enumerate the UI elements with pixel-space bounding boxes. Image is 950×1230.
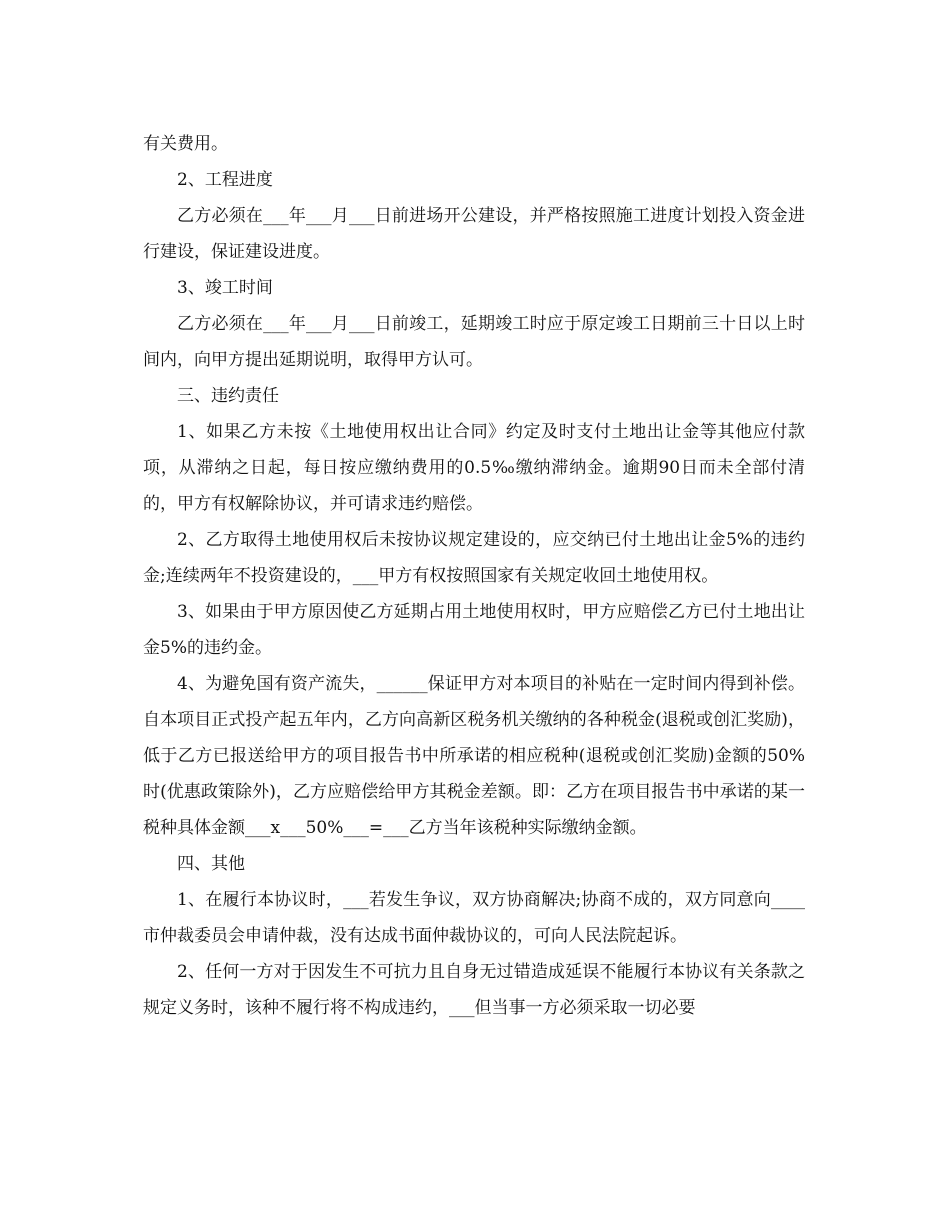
section-heading-progress: 2、工程进度 bbox=[177, 170, 273, 190]
paragraph-other-1: 1、在履行本协议时，___若发生争议，双方协商解决;协商不成的，双方同意向____市仲裁委员会申请仲裁，没有达成书面仲裁协议的，可向人民法院起诉。 bbox=[143, 890, 805, 946]
paragraph-progress: 乙方必须在___年___月___日前进场开公建设，并严格按照施工进度计划投入资金进行建设，保证建设进度。 bbox=[143, 206, 805, 262]
section-heading-completion: 3、竣工时间 bbox=[177, 278, 273, 298]
paragraph-other-2: 2、任何一方对于因发生不可抗力且自身无过错造成延误不能履行本协议有关条款之规定义务时，该种不履行将不构成违约，___但当事一方必须采取一切必要 bbox=[143, 962, 805, 1018]
paragraph-liability-4: 4、为避免国有资产流失，______保证甲方对本项目的补贴在一定时间内得到补偿。自本项目正式投产起五年内，乙方向高新区税务机关缴纳的各种税金(退税或创汇奖励)，低于乙方已报送给甲方的项目报告书中所承诺的相应税种(退税或创汇奖励)金额的50%时(优惠政策除外)，乙方应赔偿给甲方其税金差额。即：乙方在项目报告书中承诺的某一税种具体金额___x___50%___=___乙方当年该税种实际缴纳金额。 bbox=[143, 674, 805, 838]
document-body bbox=[143, 126, 805, 1026]
section-heading-liability: 三、违约责任 bbox=[177, 386, 279, 406]
paragraph-fees-continued: 有关费用。 bbox=[143, 134, 228, 154]
paragraph-liability-2: 2、乙方取得土地使用权后未按协议规定建设的，应交纳已付土地出让金5%的违约金;连续两年不投资建设的，___甲方有权按照国家有关规定收回土地使用权。 bbox=[143, 530, 805, 586]
paragraph-liability-3: 3、如果由于甲方原因使乙方延期占用土地使用权时，甲方应赔偿乙方已付土地出让金5%的违约金。 bbox=[143, 602, 805, 658]
paragraph-completion: 乙方必须在___年___月___日前竣工，延期竣工时应于原定竣工日期前三十日以上时间内，向甲方提出延期说明，取得甲方认可。 bbox=[143, 314, 805, 370]
section-heading-other: 四、其他 bbox=[177, 854, 245, 874]
paragraph-liability-1: 1、如果乙方未按《土地使用权出让合同》约定及时支付土地出让金等其他应付款项，从滞纳之日起，每日按应缴纳费用的0.5‰缴纳滞纳金。逾期90日而未全部付清的，甲方有权解除协议，并可请求违约赔偿。 bbox=[143, 422, 805, 514]
